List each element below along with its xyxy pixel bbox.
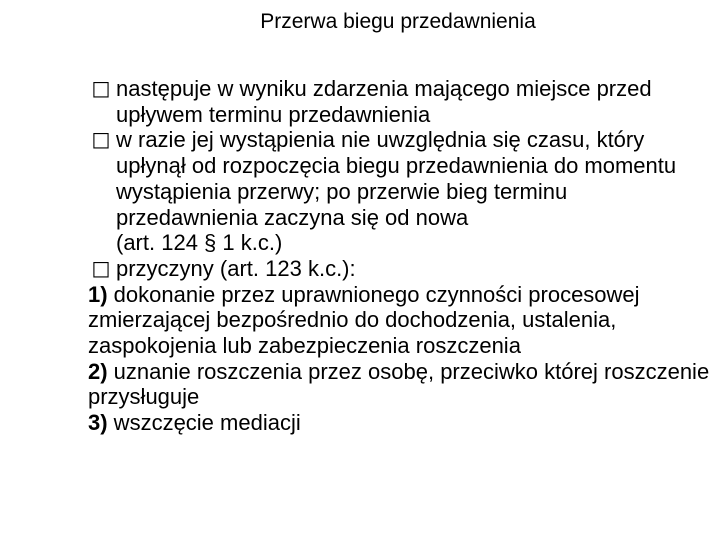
- bullet-item-3: [88, 256, 714, 282]
- square-bullet-icon: □: [91, 255, 111, 280]
- bullet-text-2: w razie jej wystąpienia nie uwzględnia się czasu, który upłynął od rozpoczęcia biegu przedawnienia do momentu wystąpienia przerwy; po przerwie bieg terminu przedawnienia zaczyna się od nowa: [116, 127, 677, 230]
- item-number: 2): [88, 358, 108, 384]
- item-text: wszczęcie mediacji: [107, 410, 301, 436]
- bullet-text-1: następuje w wyniku zdarzenia mającego miejsce przed upływem terminu przedawnienia: [116, 76, 652, 127]
- bullet-text-3: przyczyny (art. 123 k.c.):: [116, 255, 356, 281]
- item-text: dokonanie przez uprawnionego czynności procesowej zmierzającej bezpośrednio do dochodzenia, ustalenia, zaspokojenia lub zabezpieczenia roszczenia: [88, 281, 640, 359]
- article-reference: (art. 124 § 1 k.c.): [116, 230, 283, 256]
- content-body: [88, 76, 714, 436]
- page-title: Przerwa biegu przedawnienia: [260, 10, 536, 33]
- item-text: uznanie roszczenia przez osobę, przeciwko której roszczenie przysługuje: [88, 358, 710, 410]
- numbered-item-3: [88, 410, 714, 436]
- item-number: 1): [88, 281, 108, 307]
- item-number: 3): [88, 410, 108, 436]
- square-bullet-icon: □: [91, 76, 111, 100]
- numbered-item-1: [88, 282, 714, 359]
- bullet-item-1: [88, 76, 714, 127]
- bullet-item-2: [88, 127, 714, 230]
- square-bullet-icon: □: [91, 127, 111, 152]
- numbered-item-2: [88, 359, 714, 410]
